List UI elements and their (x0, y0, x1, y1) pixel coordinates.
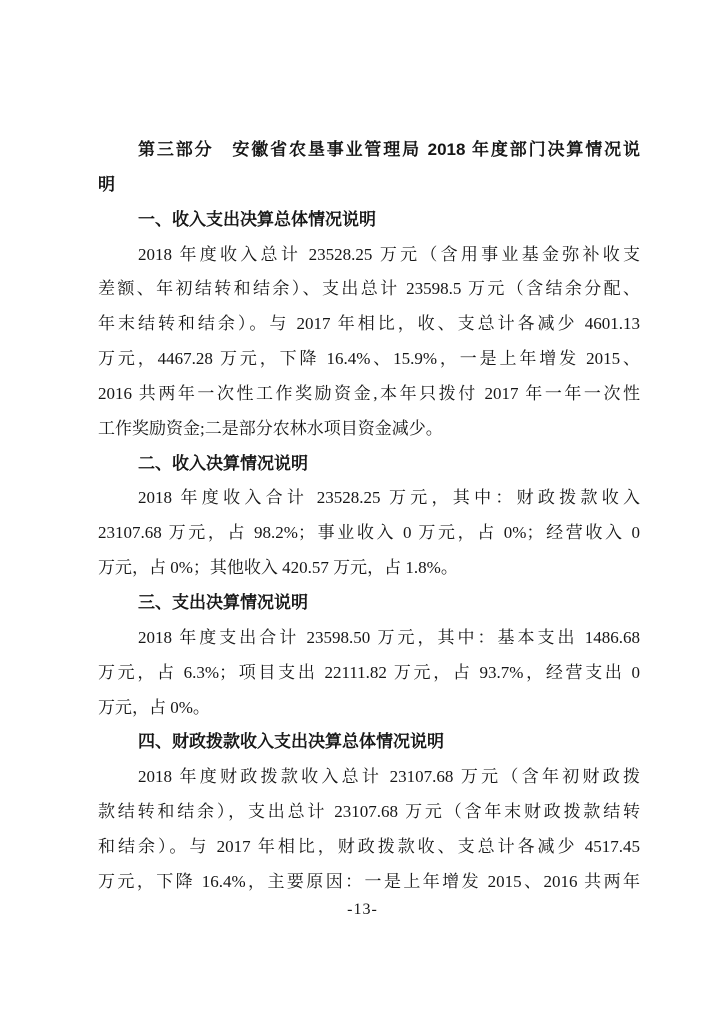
section-1-para-line-5: 2016 共两年一次性工作奖励资金,本年只拨付 2017 年一年一次性 (98, 383, 640, 403)
section-4-para-line-4: 万元，下降 16.4%，主要原因：一是上年增发 2015、2016 共两年 (98, 871, 640, 891)
section-4-para-line-3: 和结余）。与 2017 年相比，财政拨款收、支总计各减少 4517.45 (98, 836, 640, 856)
section-1-para-line-2: 差额、年初结转和结余）、支出总计 23598.5 万元（含结余分配、 (98, 279, 640, 299)
section-1-para-line-4: 万元，4467.28 万元，下降 16.4%、15.9%，一是上年增发 2015、 (98, 349, 640, 369)
title-line-2: 明 (98, 174, 115, 194)
section-1-para-line-1: 2018 年度收入总计 23528.25 万元（含用事业基金弥补收支 (138, 244, 640, 264)
section-2-para-line-2: 23107.68 万元，占 98.2%；事业收入 0 万元，占 0%；经营收入 0 (98, 523, 640, 543)
section-2-para-line-1: 2018 年度收入合计 23528.25 万元，其中：财政拨款收入 (138, 488, 640, 508)
section-4-para-line-1: 2018 年度财政拨款收入总计 23107.68 万元（含年初财政拨 (138, 767, 640, 787)
section-3-para-line-2: 万元，占 6.3%；项目支出 22111.82 万元，占 93.7%，经营支出 0 (98, 662, 640, 682)
section-2-para-line-3: 万元，占 0%；其他收入 420.57 万元，占 1.8%。 (98, 558, 458, 578)
section-1-para-line-6: 工作奖励资金;二是部分农林水项目资金减少。 (98, 418, 443, 438)
section-4-para-line-2: 款结转和结余），支出总计 23107.68 万元（含年末财政拨款结转 (98, 802, 640, 822)
document-body (98, 133, 640, 900)
section-2-heading: 二、收入决算情况说明 (138, 453, 308, 473)
page-number: -13- (347, 901, 378, 918)
title-line-1: 第三部分 安徽省农垦事业管理局 2018 年度部门决算情况说 (138, 140, 640, 159)
section-1-heading: 一、收入支出决算总体情况说明 (138, 209, 376, 229)
section-3-para-line-3: 万元，占 0%。 (98, 697, 210, 717)
section-4-heading: 四、财政拨款收入支出决算总体情况说明 (138, 732, 444, 752)
section-1-para-line-3: 年末结转和结余）。与 2017 年相比，收、支总计各减少 4601.13 (98, 314, 640, 334)
section-3-para-line-1: 2018 年度支出合计 23598.50 万元，其中：基本支出 1486.68 (138, 627, 640, 647)
section-3-heading: 三、支出决算情况说明 (138, 592, 308, 612)
